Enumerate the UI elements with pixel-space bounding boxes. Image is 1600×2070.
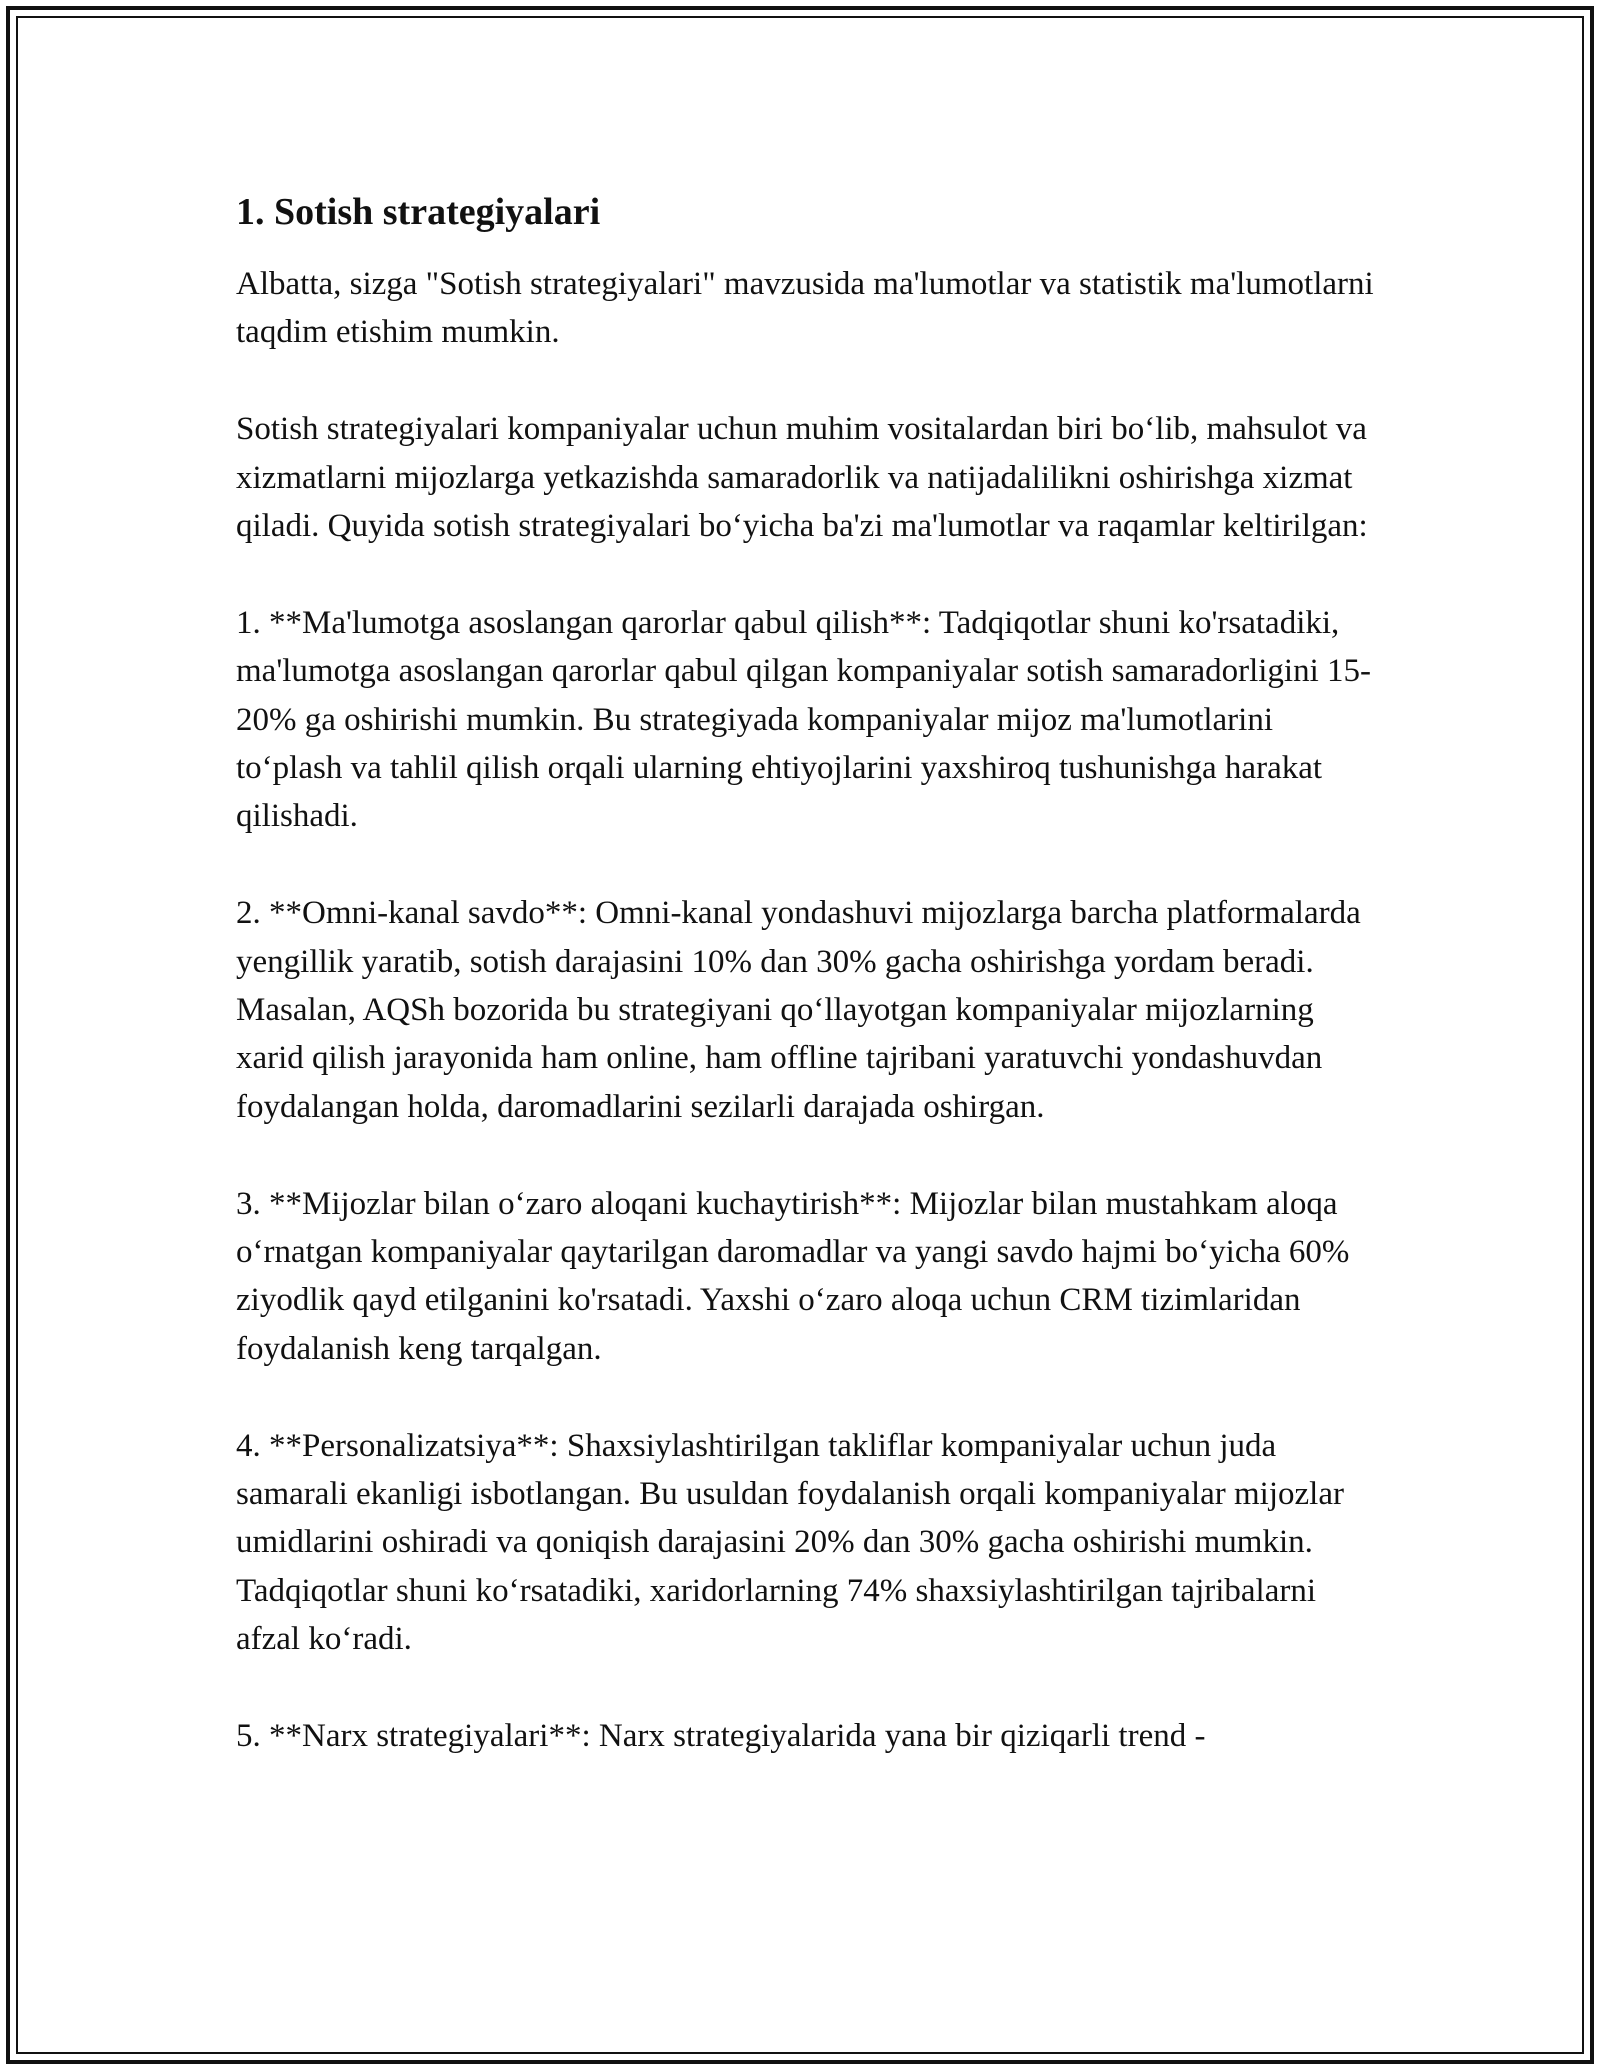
section-heading: 1. Sotish strategiyalari xyxy=(236,191,601,233)
list-item-pricing-strategies: 5. **Narx strategiyalari**: Narx strategiyalarida yana bir qiziqarli trend - xyxy=(236,1718,1206,1755)
list-item-omnichannel-sales: 2. **Omni-kanal savdo**: Omni-kanal yondashuvi mijozlarga barcha platformalarda yengillik yaratib, sotish darajasini 10% dan 30% gacha oshirishga yordam beradi. Masalan, AQSh bozorida bu strategiyani qo‘llayotgan kompaniyalar mijozlarning xarid qilish jarayonida ham online, ham offline tajribani yaratuvchi yondashuvdan foydalangan holda, daromadlarini sezilarli darajada oshirgan. xyxy=(236,895,1361,1125)
document-body xyxy=(236,186,1386,1809)
intro-paragraph: Albatta, sizga "Sotish strategiyalari" mavzusida ma'lumotlar va statistik ma'lumotlarni taqdim etishim mumkin. xyxy=(236,266,1374,351)
list-item-customer-relations: 3. **Mijozlar bilan o‘zaro aloqani kuchaytirish**: Mijozlar bilan mustahkam aloqa o‘rnatgan kompaniyalar qaytarilgan daromadlar va yangi savdo hajmi bo‘yicha 60% ziyodlik qayd etilganini ko'rsatadi. Yaxshi o‘zaro aloqa uchun CRM tizimlaridan foydalanish keng tarqalgan. xyxy=(236,1185,1350,1367)
overview-paragraph: Sotish strategiyalari kompaniyalar uchun muhim vositalardan biri bo‘lib, mahsulot va xizmatlarni mijozlarga yetkazishda samaradorlik va natijadalilikni oshirishga xizmat qiladi. Quyida sotish strategiyalari bo‘yicha ba'zi ma'lumotlar va raqamlar keltirilgan: xyxy=(236,411,1368,545)
list-item-personalization: 4. **Personalizatsiya**: Shaxsiylashtirilgan takliflar kompaniyalar uchun juda samarali ekanligi isbotlangan. Bu usuldan foydalanish orqali kompaniyalar mijozlar umidlarini oshiradi va qoniqish darajasini 20% dan 30% gacha oshirishi mumkin. Tadqiqotlar shuni ko‘rsatadiki, xaridorlarning 74% shaxsiylashtirilgan tajribalarni afzal ko‘radi. xyxy=(236,1427,1344,1658)
list-item-data-driven-decisions: 1. **Ma'lumotga asoslangan qarorlar qabul qilish**: Tadqiqotlar shuni ko'rsatadiki, ma'lumotga asoslangan qarorlar qabul qilgan kompaniyalar sotish samaradorligini 15-20% ga oshirishi mumkin. Bu strategiyada kompaniyalar mijoz ma'lumotlarini to‘plash va tahlil qilish orqali ularning ehtiyojlarini yaxshiroq tushunishga harakat qilishadi. xyxy=(236,604,1371,835)
